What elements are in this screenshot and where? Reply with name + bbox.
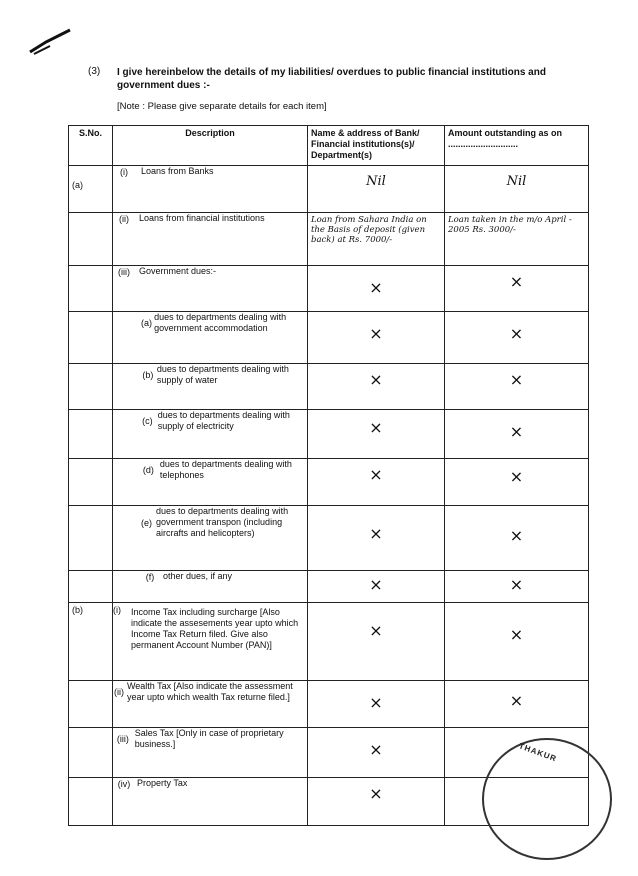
row-description: (iii) Sales Tax [Only in case of proprietary business.] bbox=[113, 728, 308, 778]
row-amount: × bbox=[445, 312, 589, 364]
row-amount: × bbox=[445, 364, 589, 410]
row-name-address: × bbox=[308, 312, 445, 364]
row-amount: × bbox=[445, 603, 589, 681]
row-name-address: × bbox=[308, 410, 445, 459]
table-row bbox=[69, 166, 589, 213]
header-sno: S.No. bbox=[69, 126, 113, 166]
row-description: (e) dues to departments dealing with government transpon (including aircrafts and helicopters) bbox=[113, 506, 308, 571]
row-name-address: × bbox=[308, 603, 445, 681]
table-row bbox=[69, 213, 589, 266]
header-description: Description bbox=[113, 126, 308, 166]
note-text: [Note : Please give separate details for each item] bbox=[117, 101, 327, 112]
row-label bbox=[69, 571, 113, 603]
row-description: (iv) Property Tax bbox=[113, 778, 308, 826]
intro-text: I give hereinbelow the details of my liabilities/ overdues to public financial institutions and government dues :- bbox=[117, 67, 546, 91]
row-name-address: × bbox=[308, 571, 445, 603]
row-amount: × bbox=[445, 571, 589, 603]
row-description: (a) dues to departments dealing with government accommodation bbox=[113, 312, 308, 364]
liabilities-table bbox=[68, 125, 589, 826]
row-amount: × bbox=[445, 681, 589, 728]
row-amount: × bbox=[445, 506, 589, 571]
row-description: (d) dues to departments dealing with telephones bbox=[113, 459, 308, 506]
row-label: (a) bbox=[69, 166, 113, 213]
row-label bbox=[69, 506, 113, 571]
row-label bbox=[69, 728, 113, 778]
row-name-address: × bbox=[308, 506, 445, 571]
row-label bbox=[69, 778, 113, 826]
row-description: (c) dues to departments dealing with supply of electricity bbox=[113, 410, 308, 459]
row-label bbox=[69, 459, 113, 506]
table-row bbox=[69, 506, 589, 571]
row-amount: Nil bbox=[445, 166, 589, 213]
table-row bbox=[69, 312, 589, 364]
row-description: (f) other dues, if any bbox=[113, 571, 308, 603]
row-description: (b) dues to departments dealing with supply of water bbox=[113, 364, 308, 410]
row-description: (ii) Wealth Tax [Also indicate the assessment year upto which wealth Tax returne filed.] bbox=[113, 681, 308, 728]
row-label bbox=[69, 266, 113, 312]
table-row bbox=[69, 603, 589, 681]
row-label bbox=[69, 410, 113, 459]
row-label bbox=[69, 681, 113, 728]
ink-scribble bbox=[28, 28, 72, 56]
table-row bbox=[69, 266, 589, 312]
row-label bbox=[69, 364, 113, 410]
row-amount: × bbox=[445, 410, 589, 459]
row-amount: × bbox=[445, 266, 589, 312]
row-name-address: Nil bbox=[308, 166, 445, 213]
section-number: (3) bbox=[88, 66, 101, 77]
table-row bbox=[69, 364, 589, 410]
header-amount: Amount outstanding as on ............................ bbox=[445, 126, 589, 166]
row-name-address: × bbox=[308, 681, 445, 728]
row-description: (i) Income Tax including surcharge [Also indicate the assesements year upto which Income Tax Return filed. Give also permanent Account Number (PAN)] bbox=[113, 603, 308, 681]
row-description: (ii) Loans from financial institutions bbox=[113, 213, 308, 266]
header-name-address: Name & address of Bank/ Financial institutions(s)/ Department(s) bbox=[308, 126, 445, 166]
header-row bbox=[69, 126, 589, 166]
row-label: (b) bbox=[69, 603, 113, 681]
seal-text: THAKUR bbox=[517, 741, 559, 764]
row-name-address: × bbox=[308, 266, 445, 312]
row-amount: Loan taken in the m/o April - 2005 Rs. 3000/- bbox=[445, 213, 589, 266]
row-amount: × bbox=[445, 459, 589, 506]
row-name-address: × bbox=[308, 364, 445, 410]
row-description: (iii) Government dues:- bbox=[113, 266, 308, 312]
table-row bbox=[69, 571, 589, 603]
row-name-address: × bbox=[308, 459, 445, 506]
row-description: (i) Loans from Banks bbox=[113, 166, 308, 213]
table-row bbox=[69, 410, 589, 459]
row-name-address: × bbox=[308, 778, 445, 826]
table-row bbox=[69, 681, 589, 728]
row-name-address: Loan from Sahara India on the Basis of deposit (given back) at Rs. 7000/- bbox=[308, 213, 445, 266]
row-name-address: × bbox=[308, 728, 445, 778]
row-label bbox=[69, 213, 113, 266]
row-label bbox=[69, 312, 113, 364]
table-row bbox=[69, 459, 589, 506]
